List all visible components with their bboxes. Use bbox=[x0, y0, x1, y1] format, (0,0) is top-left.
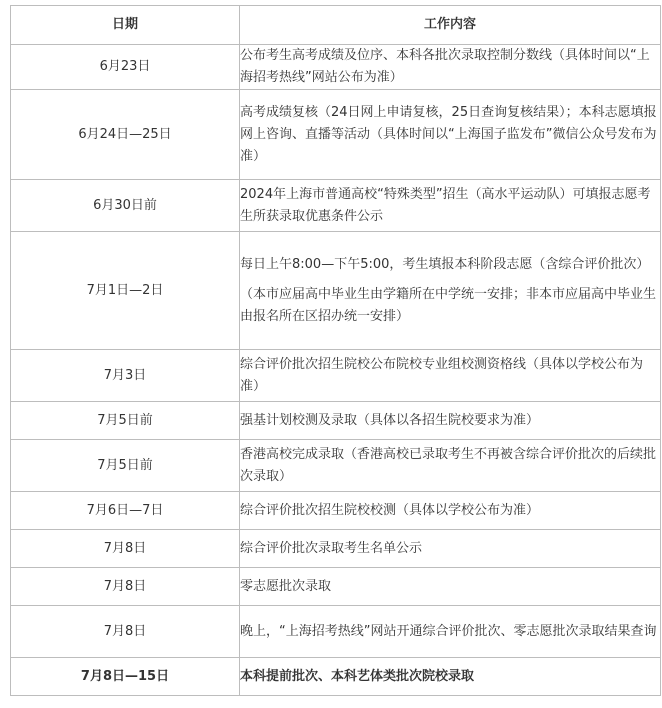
work-cell bbox=[240, 232, 661, 350]
table-row bbox=[11, 402, 661, 440]
schedule-table bbox=[10, 5, 661, 696]
table-row bbox=[11, 530, 661, 568]
work-text: 2024年上海市普通高校“特殊类型”招生（高水平运动队）可填报志愿考生所获录取优惠条件公示 bbox=[240, 186, 651, 224]
table-row bbox=[11, 90, 661, 180]
table-header-row bbox=[11, 6, 661, 45]
work-text: 强基计划校测及录取（具体以各招生院校要求为准） bbox=[240, 412, 540, 428]
work-cell bbox=[240, 492, 661, 530]
work-cell bbox=[240, 402, 661, 440]
work-text: 公布考生高考成绩及位序、本科各批次录取控制分数线（具体时间以“上海招考热线”网站公布为准） bbox=[240, 48, 650, 85]
work-text: 综合评价批次招生院校校测（具体以学校公布为准） bbox=[240, 502, 540, 518]
work-cell bbox=[240, 350, 661, 402]
work-cell bbox=[240, 530, 661, 568]
table-row bbox=[11, 180, 661, 232]
date-cell: 6月23日 bbox=[11, 45, 240, 90]
table-row bbox=[11, 492, 661, 530]
date-cell: 7月6日—7日 bbox=[11, 492, 240, 530]
date-cell: 7月3日 bbox=[11, 350, 240, 402]
work-cell bbox=[240, 440, 661, 492]
date-column-header: 日期 bbox=[11, 6, 240, 45]
work-text: 零志愿批次录取 bbox=[240, 578, 332, 594]
date-cell: 7月1日—2日 bbox=[11, 232, 240, 350]
date-cell: 7月8日 bbox=[11, 606, 240, 658]
date-cell: 7月8日 bbox=[11, 530, 240, 568]
date-cell: 7月8日 bbox=[11, 568, 240, 606]
table-row bbox=[11, 45, 661, 90]
date-cell: 7月5日前 bbox=[11, 402, 240, 440]
date-cell: 6月30日前 bbox=[11, 180, 240, 232]
work-text: 高考成绩复核（24日网上申请复核，25日查询复核结果）；本科志愿填报网上咨询、直播等活动（具体时间以“上海国子监发布”微信公众号发布为准） bbox=[240, 104, 657, 164]
work-column-header: 工作内容 bbox=[240, 6, 661, 45]
table-row bbox=[11, 232, 661, 350]
table-row bbox=[11, 440, 661, 492]
table-row bbox=[11, 606, 661, 658]
table-row bbox=[11, 350, 661, 402]
work-text: 综合评价批次录取考生名单公示 bbox=[240, 540, 423, 556]
date-cell: 6月24日—25日 bbox=[11, 90, 240, 180]
work-cell bbox=[240, 568, 661, 606]
date-cell: 7月5日前 bbox=[11, 440, 240, 492]
work-cell bbox=[240, 45, 661, 90]
table-row bbox=[11, 568, 661, 606]
work-cell bbox=[240, 606, 661, 658]
work-cell bbox=[240, 90, 661, 180]
work-text: 晚上，“上海招考热线”网站开通综合评价批次、零志愿批次录取结果查询 bbox=[240, 623, 657, 639]
work-text: 综合评价批次招生院校公布院校专业组校测资格线（具体以学校公布为准） bbox=[240, 356, 644, 394]
work-note: （本市应届高中毕业生由学籍所在中学统一安排；非本市应届高中毕业生由报名所在区招办统一安排） bbox=[240, 286, 657, 324]
work-cell bbox=[240, 180, 661, 232]
work-cell bbox=[240, 658, 661, 696]
table-row bbox=[11, 658, 661, 696]
work-text: 本科提前批次、本科艺体类批次院校录取 bbox=[240, 668, 475, 684]
date-cell: 7月8日—15日 bbox=[11, 658, 240, 696]
work-text: 每日上午8:00—下午5:00，考生填报本科阶段志愿（含综合评价批次） bbox=[240, 256, 650, 272]
work-text: 香港高校完成录取（香港高校已录取考生不再被含综合评价批次的后续批次录取） bbox=[240, 446, 657, 484]
